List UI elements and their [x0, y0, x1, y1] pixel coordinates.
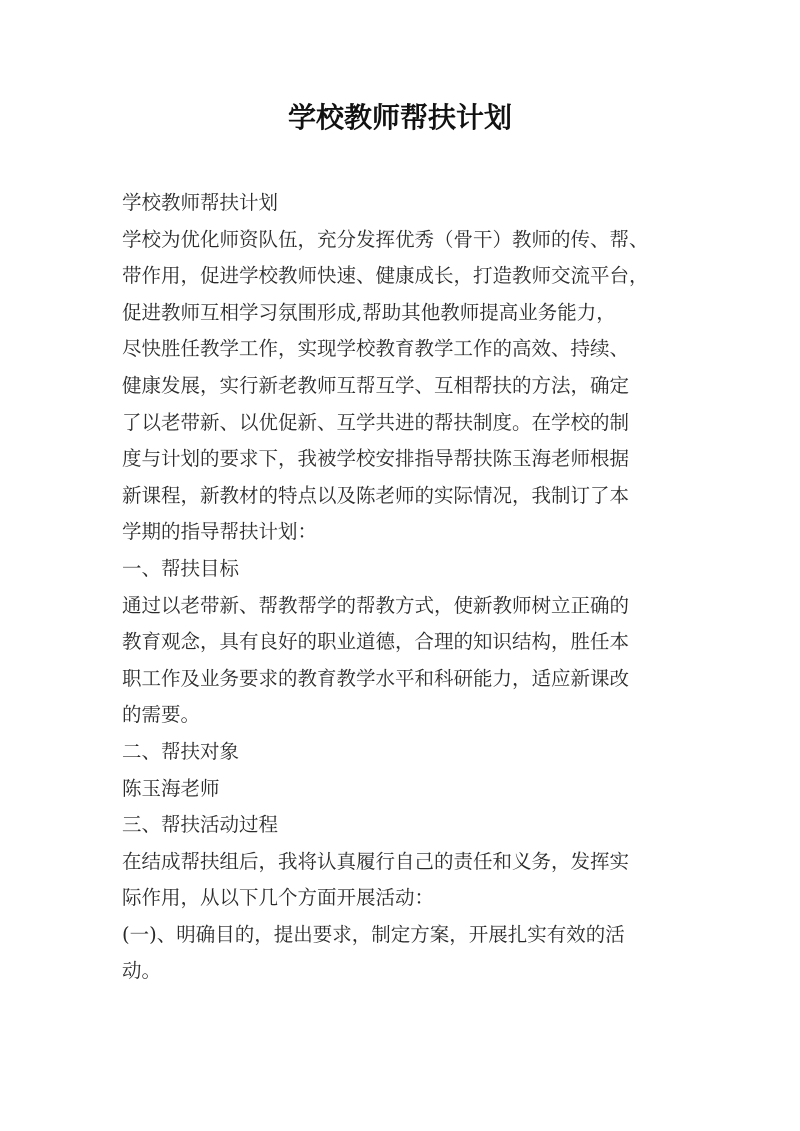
- body-line: 动。: [122, 959, 162, 983]
- body-line: 度与计划的要求下，我被学校安排指导帮扶陈玉海老师根据: [122, 447, 630, 471]
- body-line: 的需要。: [122, 703, 201, 727]
- body-line: 学期的指导帮扶计划：: [122, 520, 318, 544]
- body-line: 新课程，新教材的特点以及陈老师的实际情况，我制订了本: [122, 483, 630, 507]
- subsection-heading: (一)、明确目的，提出要求，制定方案，开展扎实有效的活: [122, 922, 625, 946]
- body-line: 在结成帮扶组后，我将认真履行自己的责任和义务，发挥实: [122, 849, 630, 873]
- document-title: 学校教师帮扶计划: [287, 101, 512, 134]
- document-body: [122, 185, 682, 990]
- section-heading: 二、帮扶对象: [122, 739, 240, 763]
- section-heading: 三、帮扶活动过程: [122, 813, 279, 837]
- body-line: 促进教师互相学习氛围形成,帮助其他教师提高业务能力，: [122, 300, 616, 324]
- body-line: 了以老带新、以优促新、互学共进的帮扶制度。在学校的制: [122, 410, 630, 434]
- body-line: 带作用，促进学校教师快速、健康成长，打造教师交流平台，: [122, 264, 649, 288]
- body-line: 陈玉海老师: [122, 776, 220, 800]
- body-line: 际作用，从以下几个方面开展活动：: [122, 886, 435, 910]
- body-line: 健康发展，实行新老教师互帮互学、互相帮扶的方法，确定: [122, 373, 630, 397]
- body-line: 通过以老带新、帮教帮学的帮教方式，使新教师树立正确的: [122, 593, 630, 617]
- body-line: 学校为优化师资队伍，充分发挥优秀（骨干）教师的传、帮、: [122, 227, 649, 251]
- body-line: 职工作及业务要求的教育教学水平和科研能力，适应新课改: [122, 666, 630, 690]
- body-line: 学校教师帮扶计划: [122, 191, 279, 214]
- body-line: 尽快胜任教学工作，实现学校教育教学工作的高效、持续、: [122, 337, 630, 361]
- body-line: 教育观念，具有良好的职业道德，合理的知识结构，胜任本: [122, 630, 630, 654]
- section-heading: 一、帮扶目标: [122, 556, 240, 580]
